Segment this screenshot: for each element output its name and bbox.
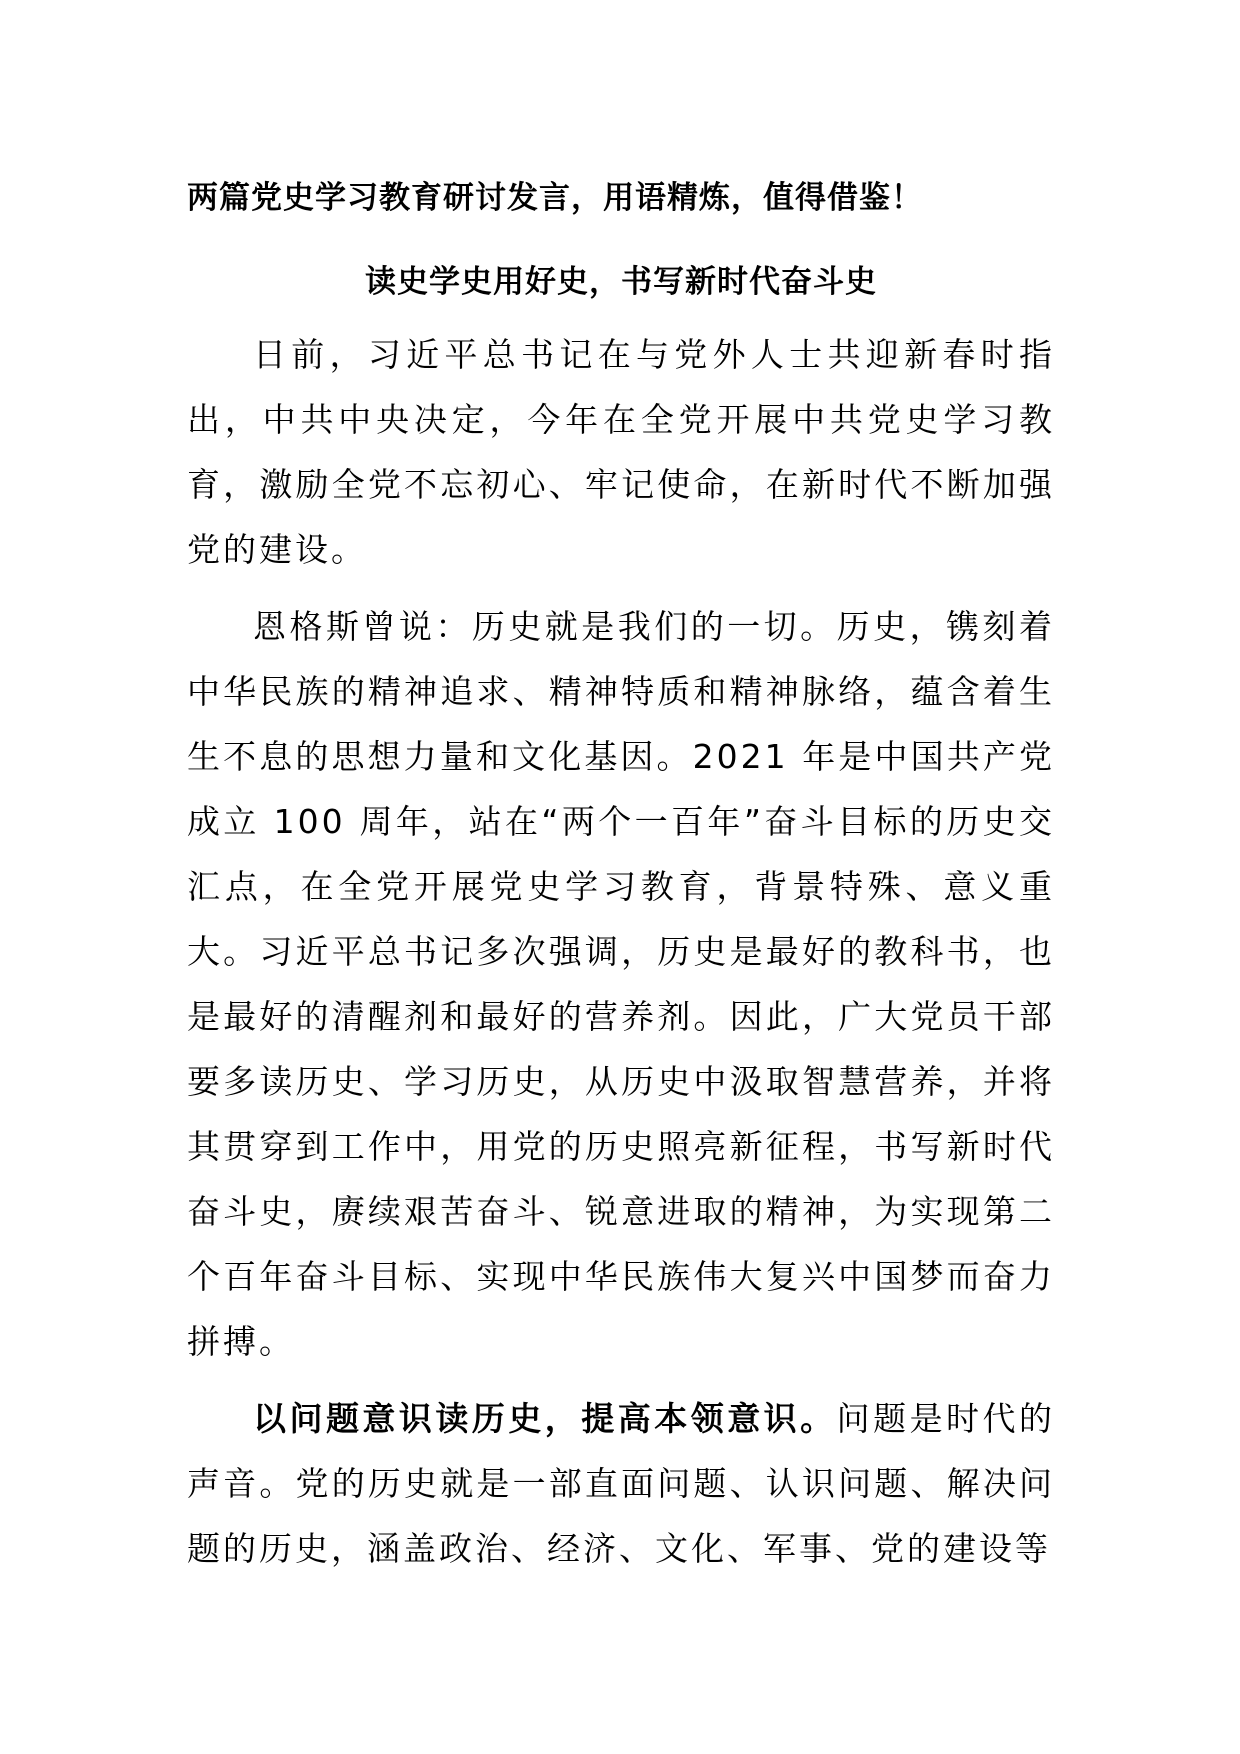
paragraph-3-text: 问题是时代的声音。党的历史就是一部直面问题、认识问题、解决问题的历史，涵盖政治、经济、文化、军事、党的建设等: [187, 1399, 1056, 1568]
paragraph-1: [187, 322, 1055, 582]
paragraph-1-text: 日前，习近平总书记在与党外人士共迎新春时指出，中共中央决定，今年在全党开展中共党史学习教育，激励全党不忘初心、牢记使命，在新时代不断加强党的建设。: [187, 335, 1055, 569]
document-body: [187, 322, 1055, 1581]
paragraph-2-text: 恩格斯曾说：历史就是我们的一切。历史，镌刻着中华民族的精神追求、精神特质和精神脉络，蕴含着生生不息的思想力量和文化基因。2021 年是中国共产党成立 100 周年，站在“两个一百年”奋斗目标的历史交汇点，在全党开展党史学习教育，背景特殊、意义重大。习近平总书记多次强调，历史是最好的教科书，也是最好的清醒剂和最好的营养剂。因此，广大党员干部要多读历史、学习历史，从历史中汲取智慧营养，并将其贯穿到工作中，用党的历史照亮新征程，书写新时代奋斗史，赓续艰苦奋斗、锐意进取的精神，为实现第二个百年奋斗目标、实现中华民族伟大复兴中国梦而奋力拼搏。: [187, 607, 1055, 1361]
paragraph-3-lead: 以问题意识读历史，提高本领意识。: [253, 1399, 837, 1438]
paragraph-2: [187, 594, 1055, 1374]
paragraph-3: [187, 1386, 1055, 1581]
section-title: 读史学史用好史，书写新时代奋斗史: [365, 264, 877, 300]
document-title: 两篇党史学习教育研讨发言，用语精炼，值得借鉴！: [187, 180, 923, 216]
